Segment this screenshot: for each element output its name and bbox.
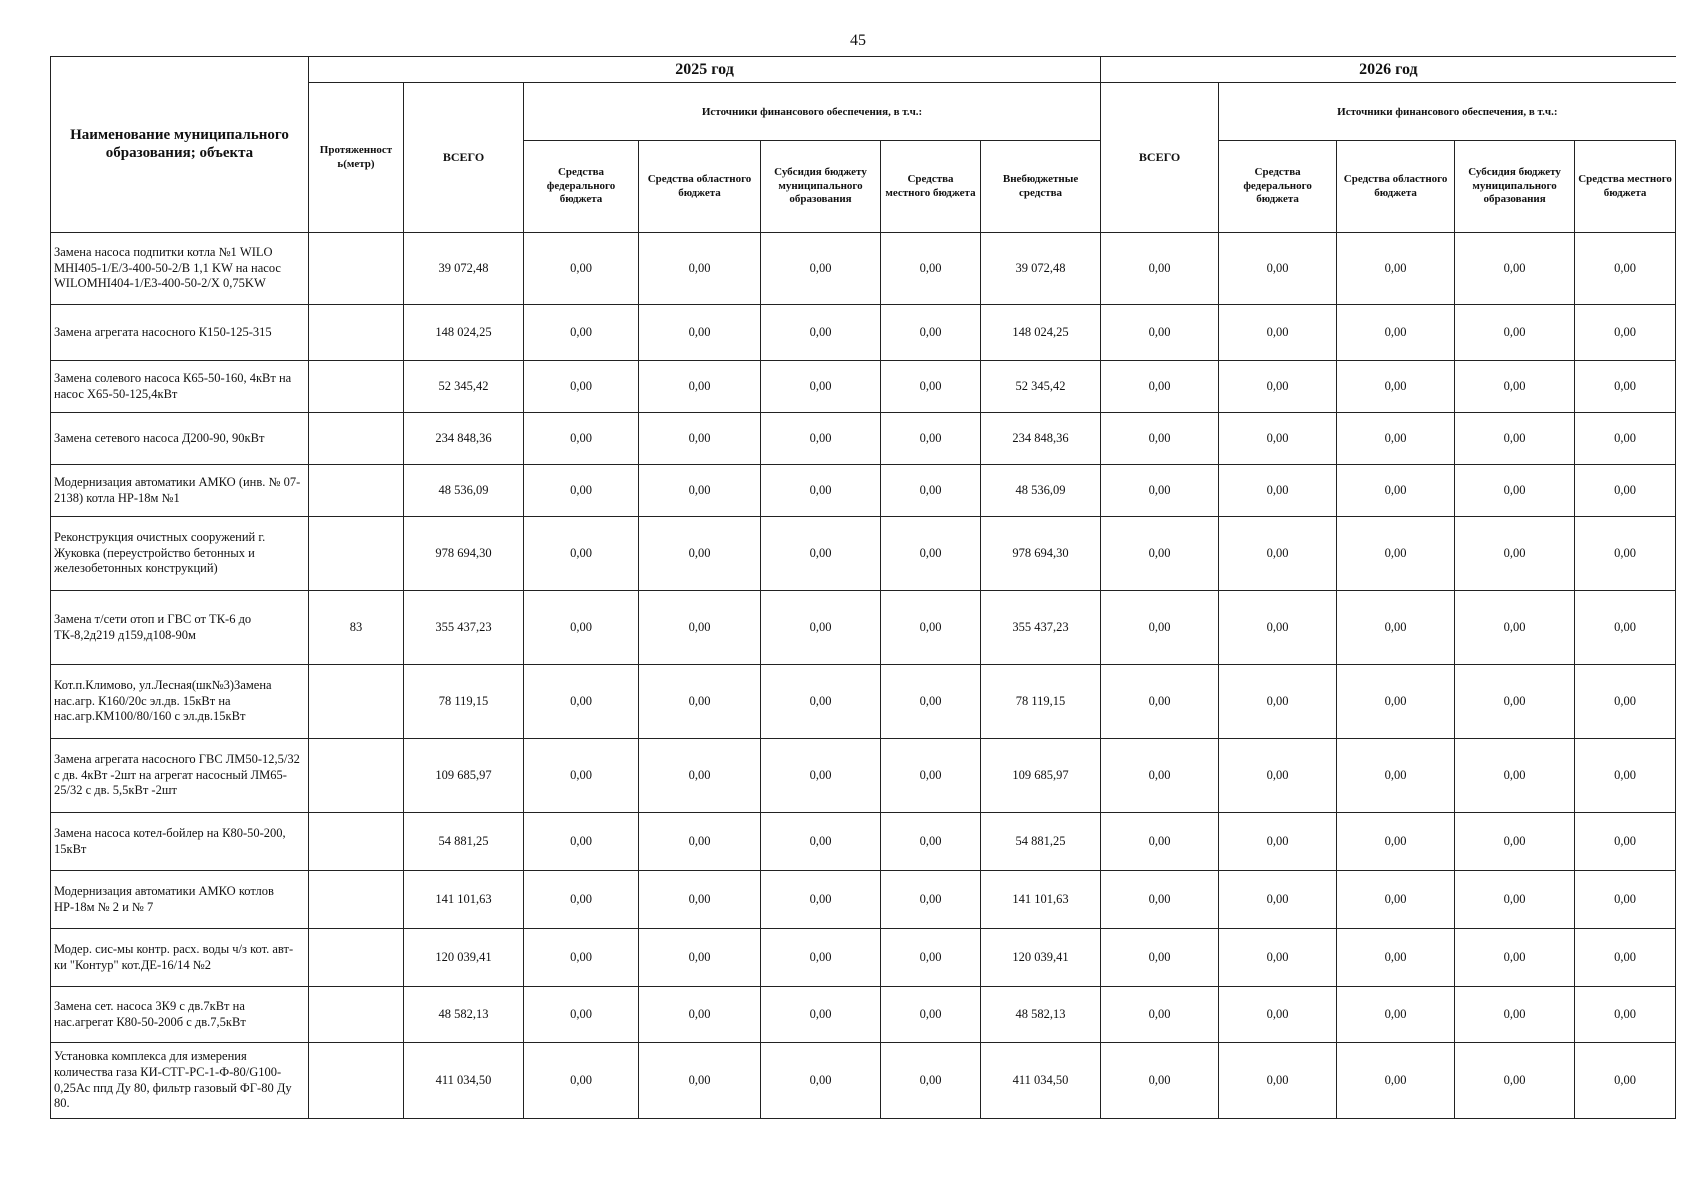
cell-length (309, 1043, 404, 1119)
cell-loc: 0,00 (881, 987, 981, 1043)
cell-total26: 0,00 (1101, 665, 1219, 739)
cell-reg26: 0,00 (1337, 305, 1455, 361)
header-loc-2025: Средства местного бюджета (881, 141, 981, 233)
table-row (51, 987, 1676, 1043)
header-year-2026: 2026 год (1101, 57, 1676, 83)
cell-name: Замена солевого насоса К65-50-160, 4кВт на насос Х65-50-125,4кВт (51, 361, 309, 413)
cell-sub26: 0,00 (1455, 465, 1575, 517)
table-row (51, 465, 1676, 517)
table-row (51, 413, 1676, 465)
cell-reg26: 0,00 (1337, 465, 1455, 517)
cell-fed26: 0,00 (1219, 929, 1337, 987)
cell-total26: 0,00 (1101, 1043, 1219, 1119)
cell-total: 39 072,48 (404, 233, 524, 305)
cell-sub: 0,00 (761, 465, 881, 517)
cell-sub: 0,00 (761, 517, 881, 591)
cell-sub26: 0,00 (1455, 413, 1575, 465)
cell-sub26: 0,00 (1455, 517, 1575, 591)
header-reg-2025: Средства областного бюджета (639, 141, 761, 233)
cell-sub: 0,00 (761, 929, 881, 987)
cell-length (309, 813, 404, 871)
cell-loc26: 0,00 (1575, 871, 1676, 929)
cell-reg: 0,00 (639, 813, 761, 871)
header-sub-2026: Субсидия бюджету муниципального образования (1455, 141, 1575, 233)
cell-length (309, 361, 404, 413)
cell-sub26: 0,00 (1455, 739, 1575, 813)
cell-sub26: 0,00 (1455, 929, 1575, 987)
cell-reg: 0,00 (639, 305, 761, 361)
cell-sub26: 0,00 (1455, 591, 1575, 665)
cell-reg: 0,00 (639, 591, 761, 665)
cell-extra: 48 536,09 (981, 465, 1101, 517)
header-total-2026: ВСЕГО (1101, 83, 1219, 233)
cell-total26: 0,00 (1101, 929, 1219, 987)
cell-reg26: 0,00 (1337, 517, 1455, 591)
header-length: Протяженност ь(метр) (309, 83, 404, 233)
cell-reg: 0,00 (639, 517, 761, 591)
cell-total26: 0,00 (1101, 361, 1219, 413)
cell-total26: 0,00 (1101, 871, 1219, 929)
cell-sub26: 0,00 (1455, 361, 1575, 413)
cell-fed: 0,00 (524, 413, 639, 465)
cell-loc26: 0,00 (1575, 413, 1676, 465)
cell-total26: 0,00 (1101, 739, 1219, 813)
table-row (51, 305, 1676, 361)
cell-sub26: 0,00 (1455, 1043, 1575, 1119)
cell-fed: 0,00 (524, 1043, 639, 1119)
cell-total: 234 848,36 (404, 413, 524, 465)
cell-fed26: 0,00 (1219, 465, 1337, 517)
cell-fed26: 0,00 (1219, 361, 1337, 413)
cell-sub26: 0,00 (1455, 871, 1575, 929)
cell-sub: 0,00 (761, 813, 881, 871)
cell-sub26: 0,00 (1455, 987, 1575, 1043)
cell-reg26: 0,00 (1337, 233, 1455, 305)
table-row (51, 1043, 1676, 1119)
cell-loc: 0,00 (881, 361, 981, 413)
cell-sub: 0,00 (761, 871, 881, 929)
cell-fed26: 0,00 (1219, 517, 1337, 591)
cell-loc: 0,00 (881, 591, 981, 665)
cell-loc26: 0,00 (1575, 305, 1676, 361)
cell-reg26: 0,00 (1337, 1043, 1455, 1119)
cell-loc26: 0,00 (1575, 813, 1676, 871)
cell-reg26: 0,00 (1337, 929, 1455, 987)
cell-fed: 0,00 (524, 871, 639, 929)
cell-sub: 0,00 (761, 665, 881, 739)
cell-loc: 0,00 (881, 1043, 981, 1119)
header-reg-2026: Средства областного бюджета (1337, 141, 1455, 233)
cell-reg: 0,00 (639, 739, 761, 813)
cell-name: Замена агрегата насосного К150-125-315 (51, 305, 309, 361)
cell-total26: 0,00 (1101, 591, 1219, 665)
cell-length (309, 987, 404, 1043)
cell-extra: 109 685,97 (981, 739, 1101, 813)
header-sub-2025: Субсидия бюджету муниципального образования (761, 141, 881, 233)
cell-fed: 0,00 (524, 233, 639, 305)
cell-total: 48 582,13 (404, 987, 524, 1043)
cell-loc26: 0,00 (1575, 465, 1676, 517)
table-row (51, 739, 1676, 813)
cell-fed: 0,00 (524, 665, 639, 739)
cell-fed26: 0,00 (1219, 233, 1337, 305)
cell-fed26: 0,00 (1219, 665, 1337, 739)
table-row (51, 361, 1676, 413)
table-row (51, 517, 1676, 591)
cell-name: Модернизация автоматики АМКО котлов НР-18м № 2 и № 7 (51, 871, 309, 929)
cell-reg26: 0,00 (1337, 987, 1455, 1043)
cell-name: Кот.п.Климово, ул.Лесная(шк№3)Замена нас.агр. К160/20с эл.дв. 15кВт на нас.агр.КМ100/80/160 с эл.дв.15кВт (51, 665, 309, 739)
cell-fed: 0,00 (524, 739, 639, 813)
cell-extra: 141 101,63 (981, 871, 1101, 929)
cell-total: 52 345,42 (404, 361, 524, 413)
cell-fed: 0,00 (524, 987, 639, 1043)
cell-name: Замена агрегата насосного ГВС ЛМ50-12,5/32 с дв. 4кВт -2шт на агрегат насосный ЛМ65-25/32 с дв. 5,5кВт -2шт (51, 739, 309, 813)
cell-loc26: 0,00 (1575, 233, 1676, 305)
cell-fed: 0,00 (524, 929, 639, 987)
cell-sub: 0,00 (761, 1043, 881, 1119)
cell-total: 411 034,50 (404, 1043, 524, 1119)
cell-reg: 0,00 (639, 465, 761, 517)
cell-fed26: 0,00 (1219, 987, 1337, 1043)
table-row (51, 929, 1676, 987)
cell-sub: 0,00 (761, 987, 881, 1043)
table-row (51, 871, 1676, 929)
cell-sub: 0,00 (761, 361, 881, 413)
header-sources-2025: Источники финансового обеспечения, в т.ч.: (524, 83, 1101, 141)
cell-fed26: 0,00 (1219, 871, 1337, 929)
cell-fed: 0,00 (524, 305, 639, 361)
cell-sub: 0,00 (761, 739, 881, 813)
cell-loc26: 0,00 (1575, 665, 1676, 739)
cell-loc: 0,00 (881, 871, 981, 929)
cell-reg26: 0,00 (1337, 813, 1455, 871)
cell-extra: 411 034,50 (981, 1043, 1101, 1119)
header-fed-2026: Средства федерального бюджета (1219, 141, 1337, 233)
cell-length (309, 517, 404, 591)
cell-length (309, 739, 404, 813)
cell-loc26: 0,00 (1575, 987, 1676, 1043)
cell-loc: 0,00 (881, 517, 981, 591)
cell-reg: 0,00 (639, 871, 761, 929)
cell-name: Модер. сис-мы контр. расх. воды ч/з кот. авт-ки "Контур" кот.ДЕ-16/14 №2 (51, 929, 309, 987)
cell-loc26: 0,00 (1575, 591, 1676, 665)
header-year-2025: 2025 год (309, 57, 1101, 83)
cell-extra: 355 437,23 (981, 591, 1101, 665)
cell-length (309, 665, 404, 739)
cell-total: 141 101,63 (404, 871, 524, 929)
page-number: 45 (850, 32, 866, 49)
cell-fed: 0,00 (524, 465, 639, 517)
cell-total: 54 881,25 (404, 813, 524, 871)
header-total-2025: ВСЕГО (404, 83, 524, 233)
cell-name: Замена сетевого насоса Д200-90, 90кВт (51, 413, 309, 465)
cell-reg26: 0,00 (1337, 871, 1455, 929)
cell-loc: 0,00 (881, 813, 981, 871)
cell-loc: 0,00 (881, 465, 981, 517)
cell-length (309, 305, 404, 361)
cell-sub26: 0,00 (1455, 233, 1575, 305)
cell-fed: 0,00 (524, 591, 639, 665)
cell-length: 83 (309, 591, 404, 665)
cell-fed: 0,00 (524, 813, 639, 871)
cell-sub: 0,00 (761, 233, 881, 305)
cell-fed26: 0,00 (1219, 1043, 1337, 1119)
cell-total26: 0,00 (1101, 813, 1219, 871)
cell-reg: 0,00 (639, 987, 761, 1043)
table-row (51, 591, 1676, 665)
cell-extra: 234 848,36 (981, 413, 1101, 465)
cell-total: 120 039,41 (404, 929, 524, 987)
cell-sub: 0,00 (761, 305, 881, 361)
cell-total: 355 437,23 (404, 591, 524, 665)
cell-reg: 0,00 (639, 233, 761, 305)
cell-loc: 0,00 (881, 665, 981, 739)
cell-extra: 52 345,42 (981, 361, 1101, 413)
cell-total26: 0,00 (1101, 305, 1219, 361)
cell-name: Замена насоса подпитки котла №1 WILO MHI405-1/E/3-400-50-2/B 1,1 KW на насос WILOMHI404-1/E3-400-50-2/X 0,75KW (51, 233, 309, 305)
cell-loc: 0,00 (881, 929, 981, 987)
header-loc-2026: Средства местного бюджета (1575, 141, 1676, 233)
cell-reg: 0,00 (639, 665, 761, 739)
cell-loc26: 0,00 (1575, 361, 1676, 413)
cell-total26: 0,00 (1101, 413, 1219, 465)
cell-total: 109 685,97 (404, 739, 524, 813)
header-fed-2025: Средства федерального бюджета (524, 141, 639, 233)
cell-loc26: 0,00 (1575, 739, 1676, 813)
cell-total: 148 024,25 (404, 305, 524, 361)
cell-name: Замена насоса котел-бойлер на К80-50-200, 15кВт (51, 813, 309, 871)
cell-total: 48 536,09 (404, 465, 524, 517)
cell-reg26: 0,00 (1337, 591, 1455, 665)
cell-reg26: 0,00 (1337, 665, 1455, 739)
cell-total26: 0,00 (1101, 465, 1219, 517)
cell-sub26: 0,00 (1455, 813, 1575, 871)
cell-name: Установка комплекса для измерения количества газа КИ-СТГ-РС-1-Ф-80/G100-0,25Ас ппд Ду 80, фильтр газовый ФГ-80 Ду 80. (51, 1043, 309, 1119)
header-extra-2025: Внебюджетные средства (981, 141, 1101, 233)
cell-sub26: 0,00 (1455, 665, 1575, 739)
cell-total26: 0,00 (1101, 517, 1219, 591)
cell-name: Модернизация автоматики АМКО (инв. № 07-2138) котла НР-18м №1 (51, 465, 309, 517)
cell-extra: 39 072,48 (981, 233, 1101, 305)
cell-sub: 0,00 (761, 591, 881, 665)
cell-extra: 978 694,30 (981, 517, 1101, 591)
cell-length (309, 465, 404, 517)
cell-extra: 54 881,25 (981, 813, 1101, 871)
budget-table (50, 56, 1676, 1119)
cell-name: Замена сет. насоса 3К9 с дв.7кВт на нас.агрегат К80-50-200б с дв.7,5кВт (51, 987, 309, 1043)
cell-extra: 120 039,41 (981, 929, 1101, 987)
cell-fed26: 0,00 (1219, 739, 1337, 813)
cell-length (309, 929, 404, 987)
table-row (51, 233, 1676, 305)
cell-extra: 148 024,25 (981, 305, 1101, 361)
cell-fed26: 0,00 (1219, 591, 1337, 665)
cell-extra: 48 582,13 (981, 987, 1101, 1043)
cell-loc: 0,00 (881, 413, 981, 465)
cell-total26: 0,00 (1101, 987, 1219, 1043)
cell-loc: 0,00 (881, 739, 981, 813)
cell-reg: 0,00 (639, 413, 761, 465)
cell-extra: 78 119,15 (981, 665, 1101, 739)
cell-total: 978 694,30 (404, 517, 524, 591)
table-row (51, 665, 1676, 739)
cell-length (309, 871, 404, 929)
cell-length (309, 413, 404, 465)
cell-loc: 0,00 (881, 233, 981, 305)
cell-fed26: 0,00 (1219, 305, 1337, 361)
cell-total26: 0,00 (1101, 233, 1219, 305)
cell-reg: 0,00 (639, 1043, 761, 1119)
cell-reg: 0,00 (639, 929, 761, 987)
cell-loc26: 0,00 (1575, 929, 1676, 987)
cell-loc26: 0,00 (1575, 517, 1676, 591)
cell-loc26: 0,00 (1575, 1043, 1676, 1119)
table-body (51, 233, 1676, 1119)
cell-fed: 0,00 (524, 517, 639, 591)
header-sources-2026: Источники финансового обеспечения, в т.ч.: (1219, 83, 1676, 141)
table-row (51, 813, 1676, 871)
header-name: Наименование муниципального образования; объекта (51, 57, 309, 233)
cell-reg26: 0,00 (1337, 739, 1455, 813)
cell-reg26: 0,00 (1337, 361, 1455, 413)
cell-fed26: 0,00 (1219, 413, 1337, 465)
cell-sub: 0,00 (761, 413, 881, 465)
cell-total: 78 119,15 (404, 665, 524, 739)
cell-sub26: 0,00 (1455, 305, 1575, 361)
cell-name: Замена т/сети отоп и ГВС от ТК-6 до ТК-8,2д219 д159,д108-90м (51, 591, 309, 665)
cell-reg26: 0,00 (1337, 413, 1455, 465)
cell-fed26: 0,00 (1219, 813, 1337, 871)
cell-fed: 0,00 (524, 361, 639, 413)
cell-length (309, 233, 404, 305)
cell-loc: 0,00 (881, 305, 981, 361)
cell-name: Реконструкция очистных сооружений г. Жуковка (переустройство бетонных и железобетонных конструкций) (51, 517, 309, 591)
cell-reg: 0,00 (639, 361, 761, 413)
